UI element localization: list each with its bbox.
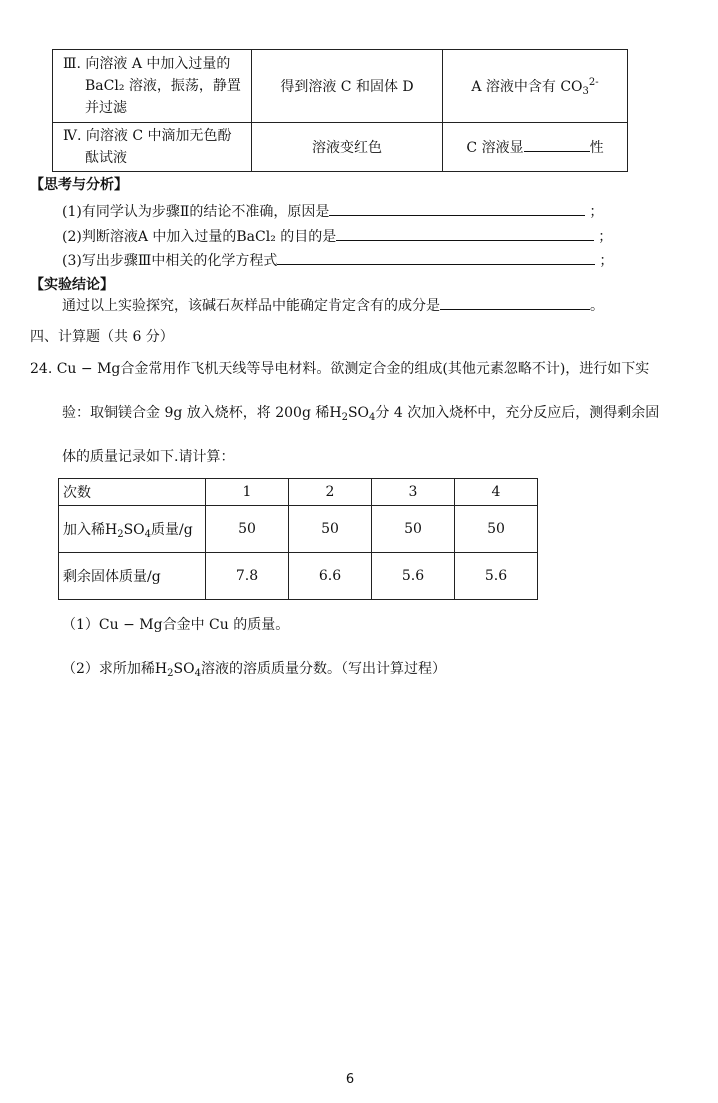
experiment-row-3 [53,50,628,123]
header-cell: 4 [455,479,538,506]
q24-text: （2）求所加稀H [62,661,168,677]
q2-blank[interactable] [336,240,594,241]
q1-blank[interactable] [329,215,585,216]
label-text: 加入稀H [63,522,118,538]
header-cell: 3 [372,479,455,506]
conclusion-blank[interactable] [440,309,590,310]
subscript: 2 [167,668,174,679]
conclusion-cell [443,123,628,172]
q24-text: 溶液的溶质质量分数。（写出计算过程） [200,661,446,677]
subscript: 2 [117,529,124,540]
page-number: 6 [345,1072,355,1087]
analysis-q3 [62,251,613,271]
subscript: 3 [582,86,589,97]
q24-line-2 [62,402,659,424]
conclusion-cell [443,50,628,123]
label-text: SO [123,522,145,538]
q2-text: (2)判断溶液A 中加入过量的BaCl₂ 的目的是 [62,229,337,245]
subscript: 4 [194,668,201,679]
table-row [59,553,538,600]
conclusion-suffix: 性 [589,140,604,156]
q24-text: 验：取铜镁合金 9g 放入烧杯，将 200g 稀H [62,405,342,421]
phenomenon-cell: 溶液变红色 [252,123,443,172]
q24-text: SO [347,405,370,421]
conclusion-line [62,296,604,316]
step-cell [53,50,252,123]
table-row [59,506,538,553]
table-cell: 50 [289,506,372,553]
section-heading: 四、计算题（共 6 分） [30,329,174,345]
data-table [58,478,538,600]
step-cell [53,123,252,172]
q1-end: ； [589,204,604,220]
conclusion-text: A 溶液中含有 CO [471,79,583,95]
q24-sub-2 [62,659,446,679]
table-cell: 7.8 [206,553,289,600]
q24-line-3: 体的质量记录如下.请计算： [62,449,235,465]
table-cell: 5.6 [372,553,455,600]
q24-sub-1: （1）Cu − Mg合金中 Cu 的质量。 [62,617,290,633]
subscript: 2 [341,412,348,423]
q3-blank[interactable] [277,264,595,265]
step-line: Ⅲ. 向溶液 A 中加入过量的 [63,56,231,72]
table-row [59,479,538,506]
experiment-row-4 [53,123,628,172]
conclusion-heading: 【实验结论】 [30,277,114,293]
step-line: 酞试液 [85,150,127,166]
table-cell: 5.6 [455,553,538,600]
conclusion-text: C 溶液显 [466,140,524,156]
step-line: Ⅳ. 向溶液 C 中滴加无色酚 [63,128,232,144]
table-cell: 50 [372,506,455,553]
analysis-q1 [62,202,603,222]
answer-blank[interactable] [524,151,590,152]
q3-text: (3)写出步骤Ⅲ中相关的化学方程式 [62,253,278,269]
q24-line-1: 24. Cu − Mg合金常用作飞机天线等导电材料。欲测定合金的组成(其他元素忽略不计)，进行如下实 [30,361,650,377]
table-cell: 50 [455,506,538,553]
conclusion-text: 通过以上实验探究，该碱石灰样品中能确定肯定含有的成分是 [62,298,440,314]
header-cell: 1 [206,479,289,506]
analysis-q2 [62,227,612,247]
step-line: BaCl₂ 溶液，振荡，静置 [85,78,241,94]
header-cell: 2 [289,479,372,506]
q3-end: ； [599,253,614,269]
phenomenon-cell: 得到溶液 C 和固体 D [252,50,443,123]
superscript: 2- [588,77,599,88]
subscript: 4 [369,412,376,423]
q24-text: 分 4 次加入烧杯中，充分反应后，测得剩余固 [375,405,660,421]
label-text: 质量/g [151,522,193,538]
table-cell: 6.6 [289,553,372,600]
analysis-heading: 【思考与分析】 [30,177,128,193]
row-label [59,506,206,553]
q2-end: ； [598,229,613,245]
q1-text: (1)有同学认为步骤Ⅱ的结论不准确，原因是 [62,204,330,220]
row-label: 剩余固体质量/g [59,553,206,600]
table-cell: 50 [206,506,289,553]
step-line: 并过滤 [85,100,127,116]
header-label: 次数 [59,479,206,506]
conclusion-end: 。 [590,298,604,314]
subscript: 4 [144,529,152,540]
experiment-table [52,49,628,172]
q24-text: SO [173,661,195,677]
